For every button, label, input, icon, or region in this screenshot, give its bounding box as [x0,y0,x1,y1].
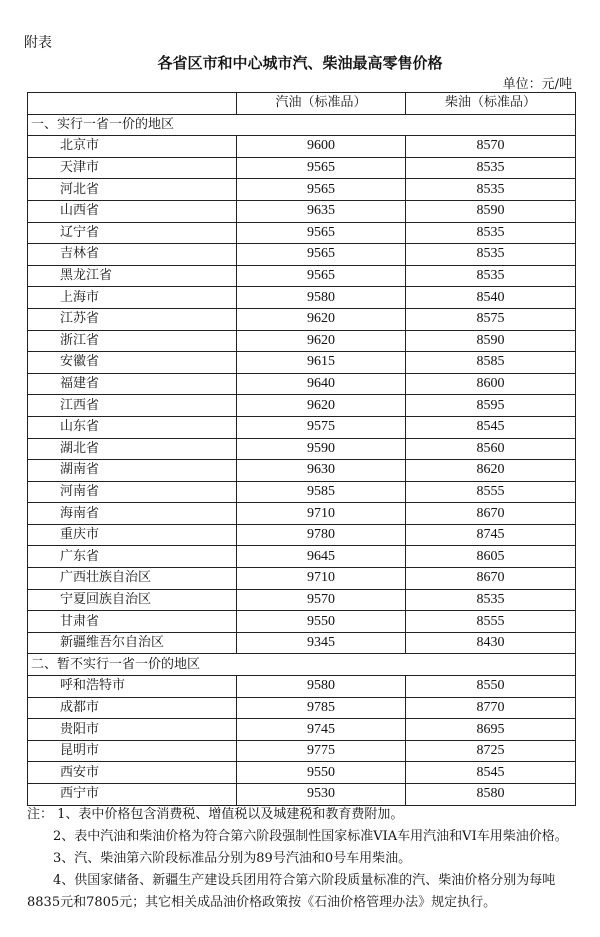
table-row [28,265,576,287]
table-row [28,784,576,806]
gasoline-price-cell: 9580 [237,287,406,309]
section-label: 二、暂不实行一省一价的地区 [28,654,576,676]
gasoline-price-cell: 9565 [237,157,406,179]
region-name-cell: 河南省 [28,481,237,503]
table-row [28,611,576,633]
note-1: 注： 1、表中价格包含消费税、增值税以及城建税和教育费附加。 [27,807,404,822]
region-name-cell: 宁夏回族自治区 [28,589,237,611]
diesel-price-cell: 8580 [406,784,576,806]
diesel-price-cell: 8550 [406,676,576,698]
gasoline-price-cell: 9565 [237,244,406,266]
diesel-price-cell: 8545 [406,416,576,438]
region-name-cell: 河北省 [28,179,237,201]
gasoline-price-cell: 9745 [237,719,406,741]
diesel-price-cell: 8570 [406,136,576,158]
gasoline-price-cell: 9570 [237,589,406,611]
table-row [28,308,576,330]
table-row [28,373,576,395]
gasoline-price-cell: 9530 [237,784,406,806]
gasoline-price-cell: 9630 [237,460,406,482]
table-row [28,200,576,222]
table-row [28,568,576,590]
table-row [28,546,576,568]
note-2: 2、表中汽油和柴油价格为符合第六阶段强制性国家标准VIA车用汽油和VI车用柴油价格。 [53,829,568,844]
region-name-cell: 辽宁省 [28,222,237,244]
table-row [28,179,576,201]
table-row [28,719,576,741]
gasoline-price-cell: 9590 [237,438,406,460]
region-name-cell: 福建省 [28,373,237,395]
region-name-cell: 天津市 [28,157,237,179]
region-name-cell: 安徽省 [28,352,237,374]
price-table [27,92,576,806]
section-row [28,654,576,676]
region-name-cell: 山西省 [28,200,237,222]
diesel-price-cell: 8555 [406,611,576,633]
table-row [28,676,576,698]
table-row [28,438,576,460]
region-name-cell: 山东省 [28,416,237,438]
table-header-row [28,93,576,115]
diesel-price-cell: 8695 [406,719,576,741]
gasoline-price-cell: 9580 [237,676,406,698]
table-row [28,740,576,762]
diesel-price-cell: 8585 [406,352,576,374]
header-cell-gasoline: 汽油（标准品） [237,93,406,115]
table-row [28,503,576,525]
region-name-cell: 呼和浩特市 [28,676,237,698]
gasoline-price-cell: 9565 [237,265,406,287]
gasoline-price-cell: 9785 [237,697,406,719]
gasoline-price-cell: 9620 [237,395,406,417]
diesel-price-cell: 8605 [406,546,576,568]
gasoline-price-cell: 9615 [237,352,406,374]
region-name-cell: 江西省 [28,395,237,417]
region-name-cell: 成都市 [28,697,237,719]
note-3: 3、汽、柴油第六阶段标准品分别为89号汽油和0号车用柴油。 [53,851,412,866]
region-name-cell: 湖北省 [28,438,237,460]
region-name-cell: 贵阳市 [28,719,237,741]
region-name-cell: 吉林省 [28,244,237,266]
gasoline-price-cell: 9635 [237,200,406,222]
region-name-cell: 重庆市 [28,524,237,546]
table-row [28,632,576,654]
section-label: 一、实行一省一价的地区 [28,114,576,136]
diesel-price-cell: 8535 [406,589,576,611]
region-name-cell: 海南省 [28,503,237,525]
table-row [28,697,576,719]
header-cell-diesel: 柴油（标准品） [406,93,576,115]
table-row [28,524,576,546]
attachment-label: 附表 [24,35,52,51]
diesel-price-cell: 8600 [406,373,576,395]
region-name-cell: 北京市 [28,136,237,158]
table-row [28,157,576,179]
region-name-cell: 广东省 [28,546,237,568]
region-name-cell: 广西壮族自治区 [28,568,237,590]
gasoline-price-cell: 9575 [237,416,406,438]
diesel-price-cell: 8590 [406,200,576,222]
diesel-price-cell: 8535 [406,222,576,244]
diesel-price-cell: 8670 [406,568,576,590]
diesel-price-cell: 8535 [406,244,576,266]
gasoline-price-cell: 9600 [237,136,406,158]
table-row [28,460,576,482]
diesel-price-cell: 8535 [406,179,576,201]
diesel-price-cell: 8670 [406,503,576,525]
region-name-cell: 湖南省 [28,460,237,482]
diesel-price-cell: 8770 [406,697,576,719]
diesel-price-cell: 8595 [406,395,576,417]
diesel-price-cell: 8430 [406,632,576,654]
diesel-price-cell: 8745 [406,524,576,546]
diesel-price-cell: 8545 [406,762,576,784]
gasoline-price-cell: 9345 [237,632,406,654]
diesel-price-cell: 8535 [406,265,576,287]
diesel-price-cell: 8555 [406,481,576,503]
table-row [28,762,576,784]
table-row [28,330,576,352]
diesel-price-cell: 8535 [406,157,576,179]
table-row [28,136,576,158]
gasoline-price-cell: 9620 [237,308,406,330]
document-title: 各省区市和中心城市汽、柴油最高零售价格 [157,54,443,72]
region-name-cell: 昆明市 [28,740,237,762]
gasoline-price-cell: 9550 [237,611,406,633]
table-row [28,222,576,244]
gasoline-price-cell: 9585 [237,481,406,503]
gasoline-price-cell: 9640 [237,373,406,395]
gasoline-price-cell: 9620 [237,330,406,352]
region-name-cell: 西安市 [28,762,237,784]
region-name-cell: 新疆维吾尔自治区 [28,632,237,654]
region-name-cell: 江苏省 [28,308,237,330]
diesel-price-cell: 8620 [406,460,576,482]
region-name-cell: 上海市 [28,287,237,309]
table-row [28,589,576,611]
table-row [28,481,576,503]
section-row [28,114,576,136]
region-name-cell: 甘肃省 [28,611,237,633]
gasoline-price-cell: 9550 [237,762,406,784]
diesel-price-cell: 8540 [406,287,576,309]
table-row [28,395,576,417]
table-row [28,416,576,438]
region-name-cell: 浙江省 [28,330,237,352]
header-cell-region [28,93,237,115]
diesel-price-cell: 8725 [406,740,576,762]
region-name-cell: 黑龙江省 [28,265,237,287]
gasoline-price-cell: 9565 [237,222,406,244]
gasoline-price-cell: 9710 [237,503,406,525]
gasoline-price-cell: 9710 [237,568,406,590]
diesel-price-cell: 8590 [406,330,576,352]
table-row [28,287,576,309]
notes-section [27,804,575,914]
diesel-price-cell: 8560 [406,438,576,460]
region-name-cell: 西宁市 [28,784,237,806]
gasoline-price-cell: 9645 [237,546,406,568]
diesel-price-cell: 8575 [406,308,576,330]
gasoline-price-cell: 9775 [237,740,406,762]
gasoline-price-cell: 9565 [237,179,406,201]
table-row [28,244,576,266]
note-4: 4、供国家储备、新疆生产建设兵团用符合第六阶段质量标准的汽、柴油价格分别为每吨8835元和7805元；其它相关成品油价格政策按《石油价格管理办法》规定执行。 [27,873,556,910]
gasoline-price-cell: 9780 [237,524,406,546]
unit-label: 单位：元/吨 [502,77,572,92]
table-row [28,352,576,374]
